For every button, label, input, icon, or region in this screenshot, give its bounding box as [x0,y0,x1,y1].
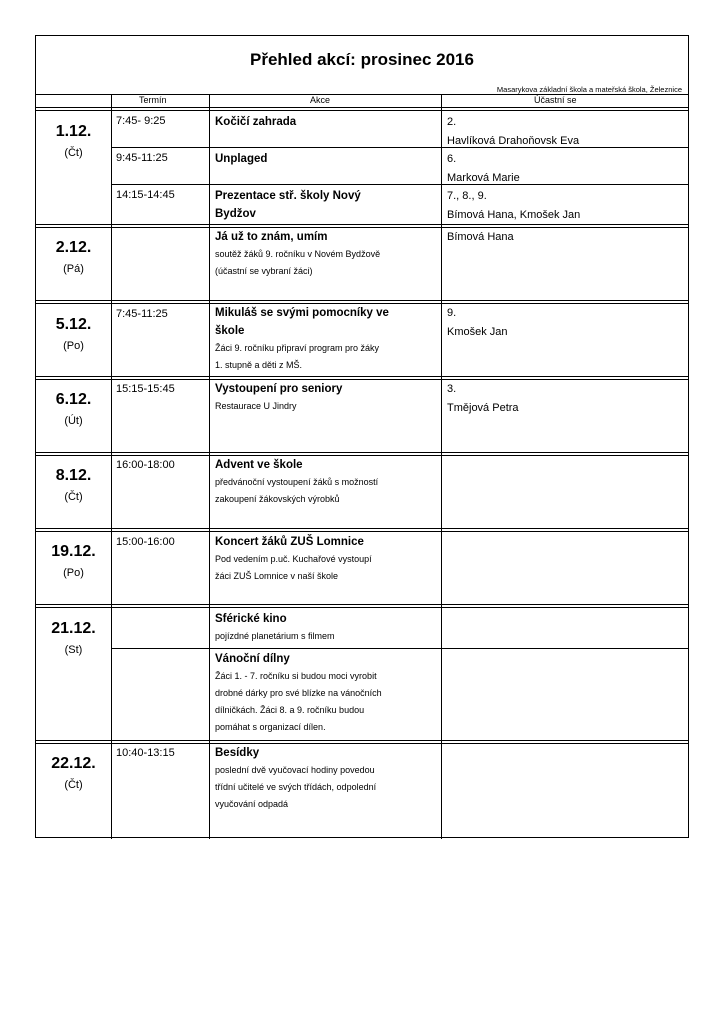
day-cell [36,467,111,503]
event-time: 7:45-11:25 [116,308,168,320]
day-weekday: (Po) [63,567,84,579]
column-header-akce: Akce [310,95,331,105]
divider-time [209,94,210,839]
day-date: 8.12. [55,467,92,484]
day-weekday: (Pá) [63,263,84,275]
event-description: pojízdné planetárium s filmem [215,631,335,641]
event-description: poslední dvě vyučovací hodiny povedou [215,765,375,775]
event-title: Besídky [215,747,260,759]
event-description: (účastní se vybraní žáci) [215,266,313,276]
participant-teachers: Havlíková Drahoňovsk Eva [447,135,580,147]
event-activity [215,610,439,645]
event-title: Advent ve škole [215,459,303,471]
day-weekday: (Čt) [64,779,83,791]
event-description: zakoupení žákovských výrobků [215,494,340,504]
day-weekday: (Po) [63,340,84,352]
day-weekday: (Čt) [64,147,83,159]
event-description: Žáci 9. ročníku připraví program pro žáky [215,343,380,353]
day-cell [36,239,111,275]
event-title: Unplaged [215,153,268,165]
event-title: Vánoční dílny [215,653,290,665]
day-cell [36,755,111,791]
participant-classes: 2. [447,116,457,128]
event-activity [215,380,439,415]
day-weekday: (Čt) [64,491,83,503]
event-participants [447,113,579,151]
event-participants [447,187,580,225]
day-date: 22.12. [51,755,96,772]
schedule-sheet [35,35,689,838]
day-cell [36,620,111,656]
column-header-row [36,94,688,108]
day-date: 1.12. [55,123,92,140]
event-description: dílničkách. Žáci 8. a 9. ročníku budou [215,705,365,715]
column-header-ucastnici: Účastní se [534,95,577,105]
day-date: 2.12. [55,239,92,256]
event-activity [215,304,439,374]
event-description: předvánoční vystoupení žáků s možností [215,477,379,487]
page-title: Přehled akcí: prosinec 2016 [250,50,474,69]
event-title-line: škole [215,325,245,337]
event-activity [215,533,439,585]
day-separator [36,528,688,532]
event-description: Žáci 1. - 7. ročníku si budou moci vyrobit [215,671,377,681]
event-description: soutěž žáků 9. ročníku v Novém Bydžově [215,249,381,259]
event-activity [215,113,439,131]
day-cell [36,391,111,427]
day-separator [36,604,688,608]
school-name: Masarykova základní škola a mateřská škola, Železnice [496,85,682,94]
event-title: Vystoupení pro seniory [215,383,343,395]
event-time: 15:15-15:45 [116,383,175,395]
participant-classes: 3. [447,383,457,395]
divider-date [111,94,112,839]
participant-teachers: Bímová Hana, Kmošek Jan [447,209,581,221]
event-participants [447,150,520,188]
event-title: Sférické kino [215,613,287,625]
event-participants [447,228,514,247]
event-description: žáci ZUŠ Lomnice v naší škole [215,571,339,581]
event-participants [447,304,508,342]
day-date: 21.12. [51,620,96,637]
event-activity [215,187,439,223]
day-cell [36,316,111,352]
event-description: třídní učitelé ve svých třídách, odpolední [215,782,377,792]
event-description: drobné dárky pro své blízke na vánočních [215,688,382,698]
event-title-line: Mikuláš se svými pomocníky ve [215,307,389,319]
divider-activity [441,94,442,839]
participant-classes: 6. [447,153,457,165]
event-time: 15:00-16:00 [116,536,175,548]
event-title: Kočičí zahrada [215,116,297,128]
event-description: 1. stupně a děti z MŠ. [215,360,303,370]
event-time: 16:00-18:00 [116,459,175,471]
participant-teachers: Bímová Hana [447,231,514,243]
event-activity [215,228,439,280]
row-separator [111,147,688,148]
event-activity [215,456,439,508]
day-separator [36,107,688,111]
day-cell [36,123,111,159]
event-time: 7:45- 9:25 [116,115,166,127]
event-activity [215,150,439,168]
day-date: 19.12. [51,543,96,560]
event-time: 9:45-11:25 [116,152,168,164]
day-cell [36,543,111,579]
event-title-line: Bydžov [215,208,256,220]
participant-classes: 7., 8., 9. [447,190,487,202]
row-separator [111,184,688,185]
event-title-line: Prezentace stř. školy Nový [215,190,361,202]
event-title: Koncert žáků ZUŠ Lomnice [215,536,364,548]
day-date: 6.12. [55,391,92,408]
participant-teachers: Tmějová Petra [447,402,519,414]
event-activity [215,650,439,736]
event-time: 10:40-13:15 [116,747,175,759]
participant-teachers: Marková Marie [447,172,520,184]
event-description: Pod vedením p.uč. Kuchařové vystoupí [215,554,372,564]
day-weekday: (Út) [64,415,83,427]
event-time: 14:15-14:45 [116,189,175,201]
day-date: 5.12. [55,316,92,333]
event-description: pomáhat s organizací dílen. [215,722,326,732]
event-title: Já už to znám, umím [215,231,328,243]
participant-teachers: Kmošek Jan [447,326,508,338]
event-activity [215,744,439,813]
event-participants [447,380,519,418]
event-description: Restaurace U Jindry [215,401,297,411]
participant-classes: 9. [447,307,457,319]
event-description: vyučování odpadá [215,799,289,809]
day-weekday: (St) [64,644,83,656]
row-separator [111,648,688,649]
column-header-termin: Termín [139,95,167,105]
